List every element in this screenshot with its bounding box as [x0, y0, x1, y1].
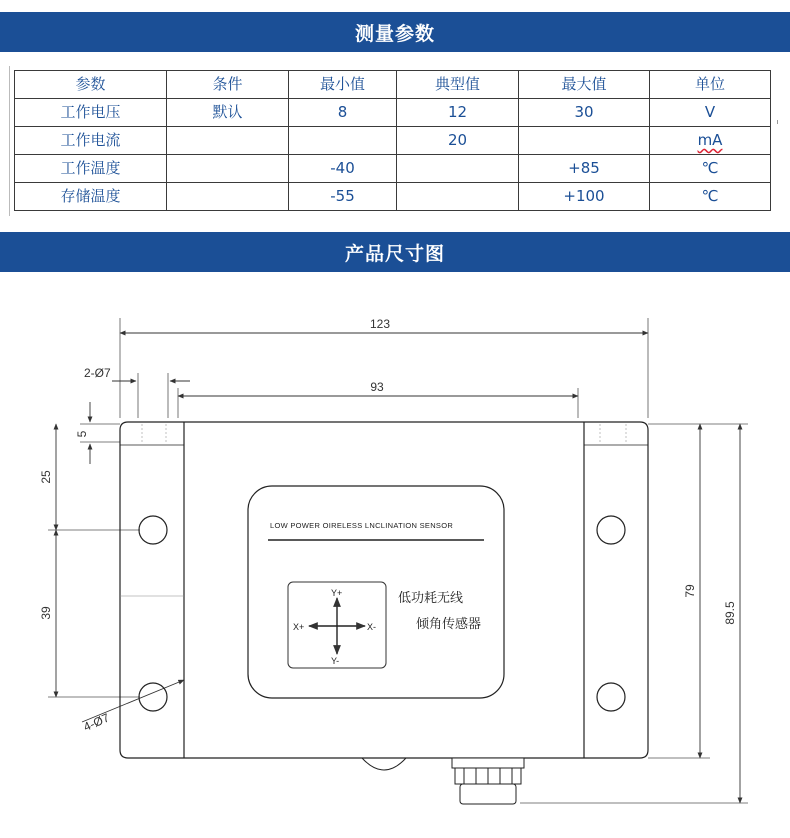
- dimension-lines: [56, 333, 740, 803]
- table-edge-mark: [9, 66, 10, 216]
- table-cell: [397, 183, 519, 211]
- table-cell: +100: [519, 183, 650, 211]
- table-cell: [167, 155, 289, 183]
- section-title-dimensions: [0, 232, 790, 272]
- axis-y-minus: Y-: [331, 656, 340, 666]
- table-row: [15, 99, 771, 127]
- table-edge-mark: [777, 120, 778, 124]
- label-chinese-line2: 倾角传感器: [416, 616, 482, 631]
- table-cell: [650, 127, 771, 155]
- table-cell: ℃: [650, 155, 771, 183]
- label-english: LOW POWER OIRELESS LNCLINATION SENSOR: [270, 521, 454, 530]
- axis-x-plus: X+: [293, 622, 305, 632]
- table-cell: [519, 127, 650, 155]
- table-cell: 20: [397, 127, 519, 155]
- table-cell: [167, 127, 289, 155]
- axis-y-plus: Y+: [331, 588, 343, 598]
- section-title-params: [0, 12, 790, 52]
- table-cell: [397, 155, 519, 183]
- table-cell: 工作电压: [15, 99, 167, 127]
- dim-holes: 4-Ø7: [81, 710, 112, 735]
- table-cell: -55: [289, 183, 397, 211]
- table-cell: V: [650, 99, 771, 127]
- sensor-body: [120, 422, 648, 758]
- extension-lines: [48, 318, 748, 803]
- bottom-details: [362, 758, 524, 804]
- table-row: [15, 155, 771, 183]
- table-cell: 工作温度: [15, 155, 167, 183]
- table-cell: [167, 183, 289, 211]
- table-row: [15, 183, 771, 211]
- dim-slot: 2-Ø7: [84, 366, 111, 380]
- table-cell: ℃: [650, 183, 771, 211]
- table-cell: 存储温度: [15, 183, 167, 211]
- header-cell: 条件: [167, 71, 289, 99]
- header-cell: 典型值: [397, 71, 519, 99]
- dim-total-height: 89.5: [723, 601, 737, 625]
- table-cell: 默认: [167, 99, 289, 127]
- dim-total-width: 123: [369, 317, 391, 331]
- axis-box: [288, 582, 386, 668]
- table-cell: -40: [289, 155, 397, 183]
- dim-top-offset: 5: [75, 430, 89, 438]
- dim-hole-spacing: 39: [39, 606, 53, 620]
- label-chinese-line1: 低功耗无线: [398, 590, 464, 605]
- label-plate: [248, 486, 504, 698]
- header-cell: 参数: [15, 71, 167, 99]
- header-cell: 单位: [650, 71, 771, 99]
- table-header-row: [15, 71, 771, 99]
- table-row: [15, 127, 771, 155]
- table-cell: 工作电流: [15, 127, 167, 155]
- params-table: [14, 70, 771, 211]
- section-title-text: 产品尺寸图: [344, 242, 445, 265]
- table-cell: 8: [289, 99, 397, 127]
- table-cell: 30: [519, 99, 650, 127]
- table-cell: 12: [397, 99, 519, 127]
- dim-hole-top: 25: [39, 470, 53, 484]
- section-title-text: 测量参数: [354, 22, 435, 45]
- header-cell: 最小值: [289, 71, 397, 99]
- header-cell: 最大值: [519, 71, 650, 99]
- axis-x-minus: X-: [367, 622, 376, 632]
- table-cell: [289, 127, 397, 155]
- dimension-drawing: [0, 280, 790, 838]
- dim-body-height: 79: [683, 584, 697, 598]
- dim-hole-pitch: 93: [370, 380, 384, 394]
- unit-text: mA: [697, 131, 723, 149]
- table-cell: +85: [519, 155, 650, 183]
